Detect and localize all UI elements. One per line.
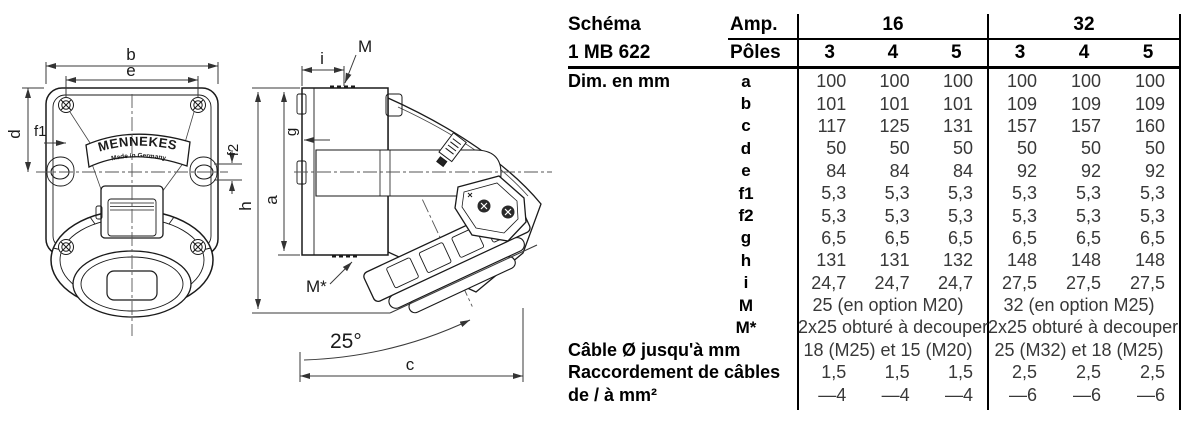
row-left-label: Câble Ø jusqu'à mm	[568, 339, 741, 360]
dim-value: 101	[942, 93, 973, 114]
dim-value: 50	[1016, 138, 1037, 159]
dim-value: 6,5	[947, 227, 973, 248]
dim-value: 50	[1080, 138, 1101, 159]
dim-letter: M	[738, 295, 754, 315]
dim-value: 100	[1070, 71, 1101, 92]
table-row	[568, 249, 1180, 271]
span-value-32: 32 (en option M25)	[1003, 295, 1155, 316]
dim-value: 131	[879, 250, 910, 271]
dim-value: 100	[1006, 71, 1037, 92]
amp-label: Amp.	[730, 13, 778, 35]
poles-label: Pôles	[730, 41, 781, 63]
dim-value: 1,5	[947, 362, 973, 383]
dim-value: 100	[942, 71, 973, 92]
table-row	[568, 361, 1180, 383]
brand-text: MENNEKES	[96, 133, 179, 155]
table-body	[568, 70, 1180, 406]
poles-16-5: 5	[951, 41, 962, 63]
dim-label-a: a	[262, 195, 281, 205]
table-row	[568, 339, 1180, 361]
dim-section-label: Dim. en mm	[568, 71, 671, 92]
span-value-32: 2x25 obturé à decouper	[987, 317, 1179, 338]
dim-value: 148	[1134, 250, 1165, 271]
table-row	[568, 137, 1180, 159]
dim-value: 132	[942, 250, 973, 271]
dim-value: 5,3	[947, 205, 973, 226]
table-header-row-amp	[568, 10, 1180, 38]
dim-label-m-star: M*	[306, 277, 327, 296]
dim-label-f2: f2	[225, 143, 242, 157]
dim-value: —6	[1136, 384, 1165, 405]
dim-value: 100	[816, 71, 847, 92]
row-left-label: Raccordement de câbles	[568, 362, 781, 383]
dim-value: 101	[879, 93, 910, 114]
dim-value: 148	[1070, 250, 1101, 271]
front-view-drawing	[36, 88, 228, 336]
dim-letter: a	[741, 71, 751, 91]
dim-value: 5,3	[884, 205, 910, 226]
table-row	[568, 294, 1180, 316]
dim-label-m: M	[358, 37, 373, 56]
table-row	[568, 272, 1180, 294]
dim-value: 1,5	[821, 362, 847, 383]
dim-value: 109	[1006, 93, 1037, 114]
dim-value: 131	[816, 250, 847, 271]
table-row	[568, 115, 1180, 137]
dim-value: 5,3	[1139, 205, 1165, 226]
technical-drawing	[0, 0, 560, 427]
dim-value: 125	[879, 115, 910, 136]
span-value-16: 25 (en option M20)	[812, 295, 964, 316]
spec-table-panel	[560, 0, 1200, 427]
dim-label-e: e	[126, 61, 136, 80]
table-row	[568, 204, 1180, 226]
dim-value: 5,3	[1011, 205, 1037, 226]
poles-32-3: 3	[1014, 41, 1026, 63]
dim-label-b: b	[126, 45, 136, 64]
dim-letter: h	[740, 250, 752, 270]
dim-value: —6	[1008, 384, 1037, 405]
dim-value: 92	[1080, 160, 1101, 181]
dim-value: 24,7	[811, 272, 847, 293]
dim-value: 5,3	[884, 183, 910, 204]
dim-value: 2,5	[1139, 362, 1165, 383]
dim-value: 24,7	[937, 272, 973, 293]
dim-label-f1: f1	[34, 123, 47, 140]
dim-value: 109	[1070, 93, 1101, 114]
dim-value: 5,3	[821, 205, 847, 226]
dim-value: 6,5	[1075, 227, 1101, 248]
side-view-drawing	[294, 87, 552, 343]
table-row	[568, 227, 1180, 249]
dim-value: 5,3	[821, 183, 847, 204]
schema-label: Schéma	[568, 13, 641, 35]
dim-letter: b	[740, 94, 752, 114]
poles-16-4: 4	[887, 41, 899, 63]
amp-group-32: 32	[1073, 13, 1095, 35]
amp-group-16: 16	[882, 13, 904, 35]
dim-value: 5,3	[1075, 183, 1101, 204]
dim-value: 84	[952, 160, 973, 181]
dim-value: 6,5	[821, 227, 847, 248]
spec-table	[568, 10, 1180, 406]
schema-value: 1 MB 622	[568, 41, 651, 63]
dim-value: —4	[818, 384, 847, 405]
dim-label-angle: 25°	[330, 330, 362, 353]
dim-value: 109	[1134, 93, 1165, 114]
dim-letter: g	[740, 228, 752, 248]
dim-value: 131	[942, 115, 973, 136]
dim-letter: f1	[738, 183, 754, 203]
dim-value: 2,5	[1075, 362, 1101, 383]
dim-value: —4	[881, 384, 910, 405]
dim-value: 157	[1070, 115, 1101, 136]
dim-value: 5,3	[1075, 205, 1101, 226]
dim-value: 148	[1006, 250, 1037, 271]
dim-value: 101	[816, 93, 847, 114]
dim-value: 2,5	[1011, 362, 1037, 383]
span-value-16: 18 (M25) et 15 (M20)	[803, 339, 973, 360]
dim-value: 27,5	[1065, 272, 1101, 293]
dim-value: 50	[1144, 138, 1165, 159]
dim-value: 92	[1144, 160, 1165, 181]
table-row	[568, 316, 1180, 338]
table-row	[568, 383, 1180, 405]
dim-letter: c	[741, 116, 751, 136]
dim-letter: e	[741, 161, 751, 181]
dim-value: 27,5	[1129, 272, 1165, 293]
dim-value: —4	[944, 384, 973, 405]
dim-letter: i	[743, 273, 749, 293]
dim-letter: d	[740, 138, 752, 158]
dim-value: —6	[1072, 384, 1101, 405]
dim-value: 50	[889, 138, 910, 159]
dim-value: 6,5	[1011, 227, 1037, 248]
span-value-16: 2x25 obturé à decouper	[798, 317, 989, 338]
dim-value: 92	[1016, 160, 1037, 181]
brand-origin-text: Made in Germany	[110, 152, 167, 163]
dim-label-i: i	[320, 49, 324, 68]
dim-value: 117	[817, 115, 847, 136]
dim-value: 5,3	[1139, 183, 1165, 204]
dim-value: 6,5	[884, 227, 910, 248]
dim-value: 84	[826, 160, 847, 181]
dim-value: 100	[1134, 71, 1165, 92]
dim-label-d: d	[5, 129, 24, 139]
dim-value: 50	[826, 138, 847, 159]
dim-value: 84	[889, 160, 910, 181]
dim-value: 24,7	[874, 272, 910, 293]
dim-value: 27,5	[1001, 272, 1037, 293]
poles-16-3: 3	[824, 41, 835, 63]
span-value-32: 25 (M32) et 18 (M25)	[994, 339, 1164, 360]
dim-value: 100	[879, 71, 910, 92]
dim-value: 50	[952, 138, 973, 159]
dim-label-c: c	[405, 355, 415, 374]
dim-letter: f2	[738, 206, 754, 226]
dim-value: 5,3	[1011, 183, 1037, 204]
table-row	[568, 92, 1180, 114]
poles-32-4: 4	[1078, 41, 1090, 63]
row-left-label: de / à mm²	[568, 384, 658, 405]
table-row	[568, 182, 1180, 204]
dim-value: 160	[1134, 115, 1165, 136]
table-header-row-poles	[568, 38, 1180, 66]
poles-32-5: 5	[1142, 41, 1154, 63]
dim-label-h: h	[236, 201, 255, 211]
dim-value: 5,3	[947, 183, 973, 204]
table-row	[568, 70, 1180, 92]
table-row	[568, 160, 1180, 182]
dim-letter: M*	[735, 317, 757, 337]
dim-label-g: g	[283, 127, 300, 137]
dim-value: 157	[1006, 115, 1037, 136]
dim-value: 6,5	[1139, 227, 1165, 248]
dim-value: 1,5	[884, 362, 910, 383]
